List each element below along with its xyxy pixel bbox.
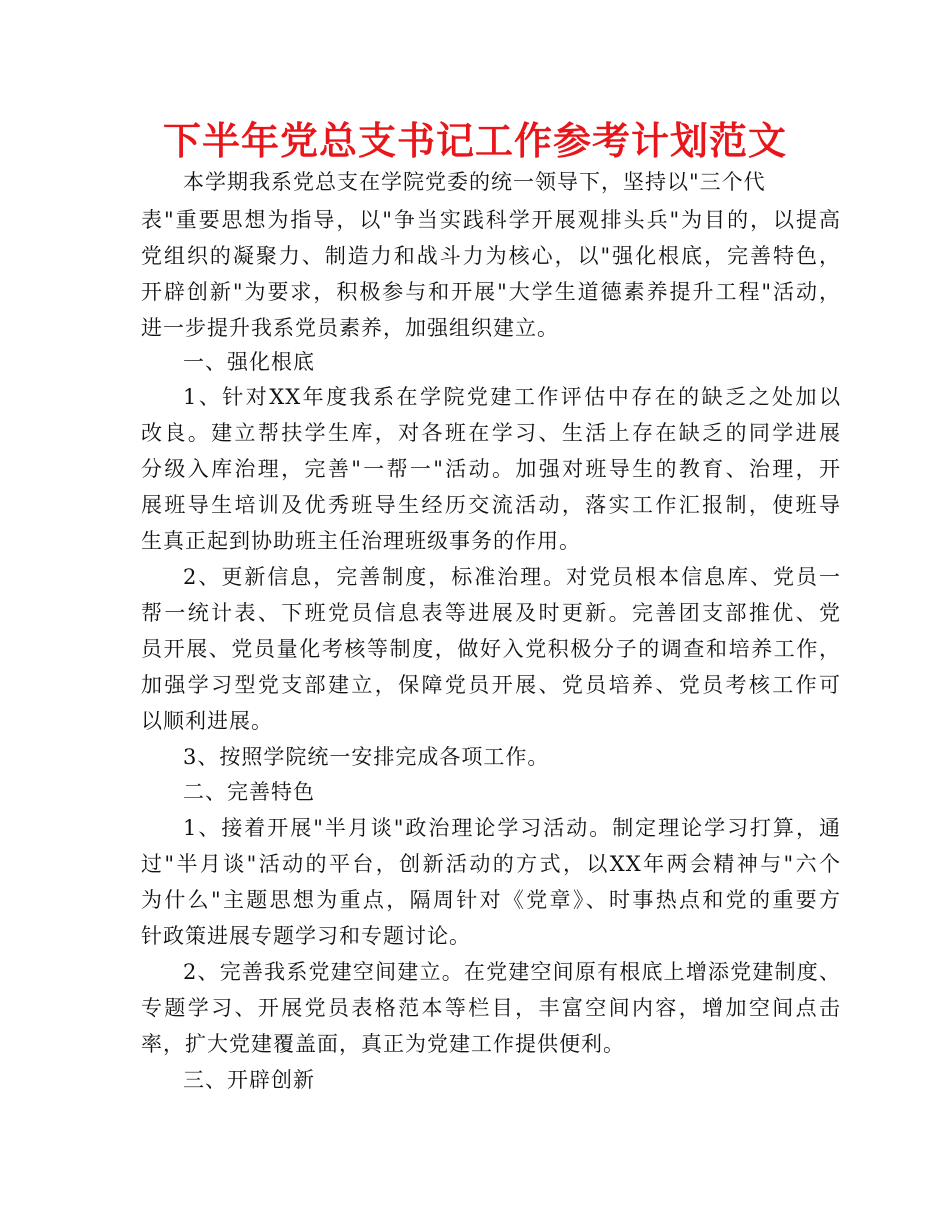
paragraph-line: 展班导生培训及优秀班导生经历交流活动，落实工作汇报制，使班导 (141, 493, 841, 517)
paragraph-line: 针政策进展专题学习和专题讨论。 (141, 924, 471, 948)
paragraph-line: 开辟创新"为要求，积极参与和开展"大学生道德素养提升工程"活动， (141, 280, 841, 304)
paragraph-line: 为什么"主题思想为重点，隔周针对《党章》、时事热点和党的重要方 (141, 888, 841, 912)
paragraph-line: 生真正起到协助班主任治理班级事务的作用。 (141, 529, 581, 553)
paragraph-line: 2、完善我系党建空间建立。在党建空间原有根底上增添党建制度、 (183, 960, 841, 984)
paragraph-line: 率，扩大党建覆盖面，真正为党建工作提供便利。 (141, 1032, 625, 1056)
paragraph-line: 改良。建立帮扶学生库，对各班在学习、生活上存在缺乏的同学进展 (141, 421, 841, 445)
paragraph-line: 3、按照学院统一安排完成各项工作。 (183, 745, 550, 769)
section-heading: 二、完善特色 (183, 780, 315, 804)
paragraph-line: 分级入库治理，完善"一帮一"活动。加强对班导生的教育、治理，开 (141, 457, 841, 481)
paragraph-line: 本学期我系党总支在学院党委的统一领导下，坚持以"三个代 (183, 170, 766, 194)
paragraph-line: 专题学习、开展党员表格范本等栏目，丰富空间内容，增加空间点击 (141, 996, 841, 1020)
document-title: 下半年党总支书记工作参考计划范文 (162, 119, 787, 163)
section-heading: 三、开辟创新 (183, 1068, 315, 1092)
paragraph-line: 1、针对XX年度我系在学院党建工作评估中存在的缺乏之处加以 (183, 385, 841, 409)
paragraph-line: 2、更新信息，完善制度，标准治理。对党员根本信息库、党员一 (183, 565, 841, 589)
paragraph-line: 加强学习型党支部建立，保障党员开展、党员培养、党员考核工作可 (141, 673, 841, 697)
paragraph-line: 1、接着开展"半月谈"政治理论学习活动。制定理论学习打算，通 (183, 816, 841, 840)
paragraph-line: 进一步提升我系党员素养，加强组织建立。 (141, 316, 559, 340)
paragraph-line: 党组织的凝聚力、制造力和战斗力为核心，以"强化根底，完善特色， (141, 244, 841, 268)
paragraph-line: 帮一统计表、下班党员信息表等进展及时更新。完善团支部推优、党 (141, 601, 841, 625)
paragraph-line: 员开展、党员量化考核等制度，做好入党积极分子的调查和培养工作， (141, 637, 841, 661)
paragraph-line: 表"重要思想为指导，以"争当实践科学开展观排头兵"为目的，以提高 (141, 208, 841, 232)
paragraph-line: 过"半月谈"活动的平台，创新活动的方式，以XX年两会精神与"六个 (141, 852, 841, 876)
section-heading: 一、强化根底 (183, 350, 315, 374)
paragraph-line: 以顺利进展。 (141, 709, 273, 733)
